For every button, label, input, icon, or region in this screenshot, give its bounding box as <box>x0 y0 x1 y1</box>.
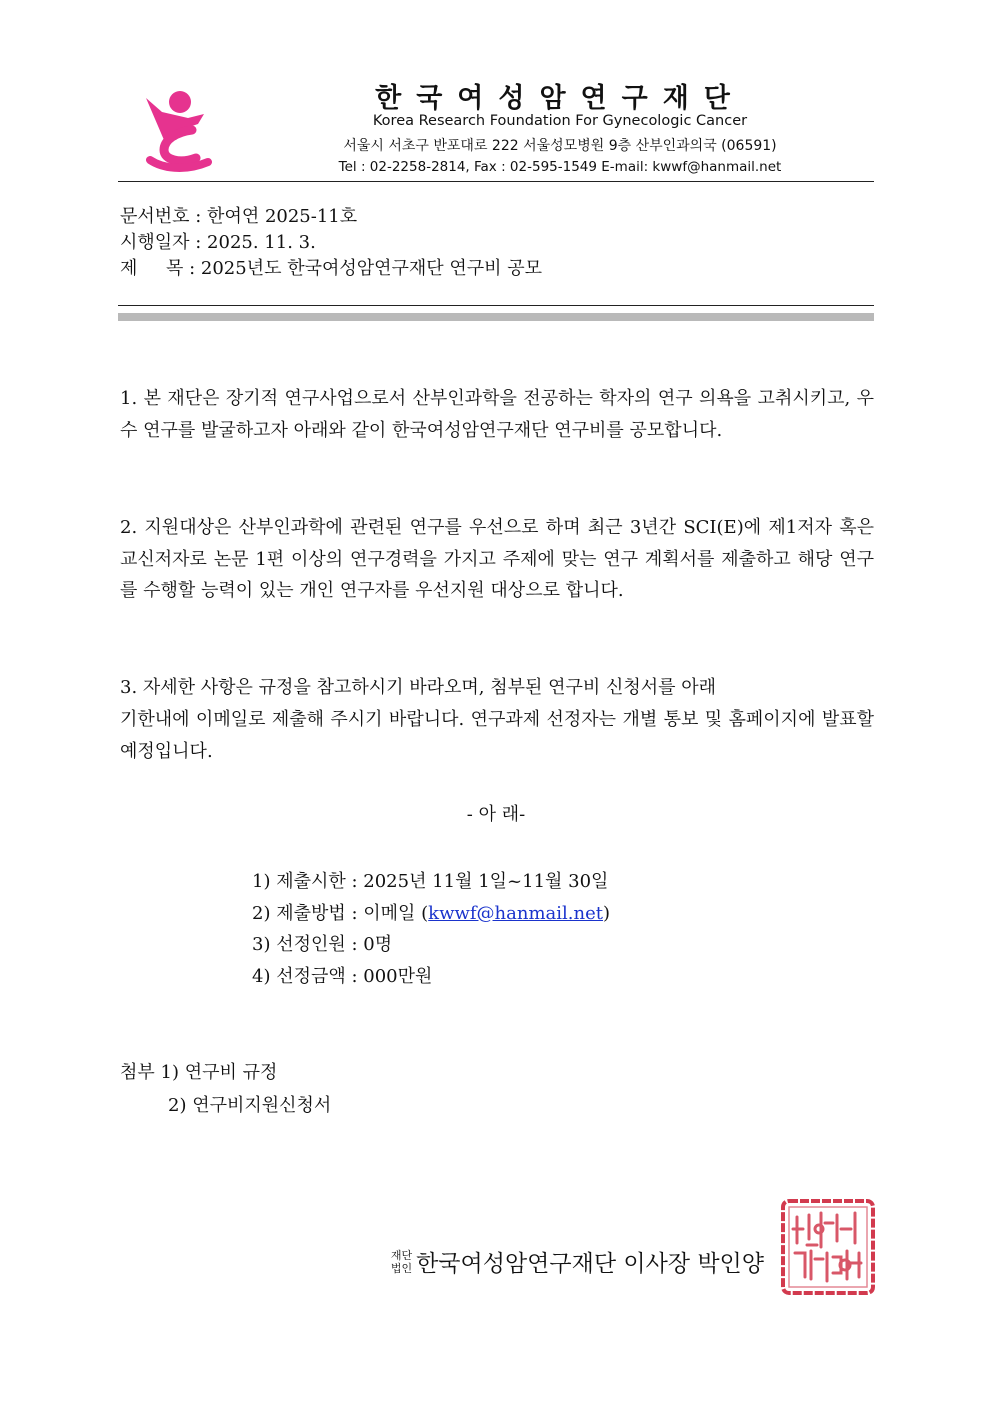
list-item-deadline: 1) 제출시한 : 2025년 11월 1일~11월 30일 <box>252 871 609 892</box>
attachments <box>120 1056 331 1122</box>
signature-line <box>391 1245 764 1278</box>
foundation-logo-icon <box>140 88 216 172</box>
legal-entity-label: 재단 법인 <box>390 1248 413 1275</box>
meta-divider <box>118 305 874 306</box>
paragraph-3-line-1: 3. 자세한 사항은 규정을 참고하시기 바라오며, 첨부된 연구비 신청서를 아래 <box>120 677 717 698</box>
org-contact: Tel : 02-2258-2814, Fax : 02-595-1549 E-mail: kwwf@hanmail.net <box>338 159 782 175</box>
details-list <box>252 866 610 992</box>
org-name-english: Korea Research Foundation For Gynecologic Cancer <box>372 113 748 129</box>
issue-date: 시행일자 : 2025. 11. 3. <box>120 232 316 253</box>
signatory-name: 한국여성암연구재단 이사장 박인양 <box>416 1251 764 1277</box>
attachment-2: 2) 연구비지원신청서 <box>168 1095 332 1116</box>
paragraph-1: 1. 본 재단은 장기적 연구사업으로서 산부인과학을 전공하는 학자의 연구 의욕을 고취시키고, 우수 연구를 발굴하고자 아래와 같이 한국여성암연구재단 연구비를 공모합니다. <box>120 388 874 441</box>
notice-heading: - 아 래- <box>466 804 526 825</box>
list-item-method: 2) 제출방법 : 이메일 (kwwf@hanmail.net) <box>252 902 611 924</box>
attachment-1: 첨부 1) 연구비 규정 <box>120 1062 278 1083</box>
document-subject: 제 목 : 2025년도 한국여성암연구재단 연구비 공모 <box>120 258 543 279</box>
list-item-amount: 4) 선정금액 : 000만원 <box>252 965 433 987</box>
org-name-korean: 한국여성암연구재단 <box>375 83 745 114</box>
document-number: 문서번호 : 한여연 2025-11호 <box>120 206 358 227</box>
email-link[interactable]: kwwf@hanmail.net <box>428 902 603 924</box>
paragraph-2: 2. 지원대상은 산부인과학에 관련된 연구를 우선으로 하며 최근 3년간 SCI(E)에 제1저자 혹은 교신저자로 논문 1편 이상의 연구경력을 가지고 주제에 맞는 연구 계획서를 제출하고 해당 연구를 수행할 능력이 있는 개인 연구자를 우선지원 대상으로 합니다. <box>120 517 874 602</box>
paragraph-3-rest: 기한내에 이메일로 제출해 주시기 바랍니다. 연구과제 선정자는 개별 통보 및 홈페이지에 발표할 예정입니다. <box>120 709 874 762</box>
official-seal-icon <box>781 1199 875 1295</box>
letterhead-divider <box>118 181 874 182</box>
gray-divider-bar <box>118 313 874 321</box>
org-address: 서울시 서초구 반포대로 222 서울성모병원 9층 산부인과의국 (06591) <box>343 138 777 154</box>
list-item-headcount: 3) 선정인원 : 0명 <box>252 934 393 955</box>
